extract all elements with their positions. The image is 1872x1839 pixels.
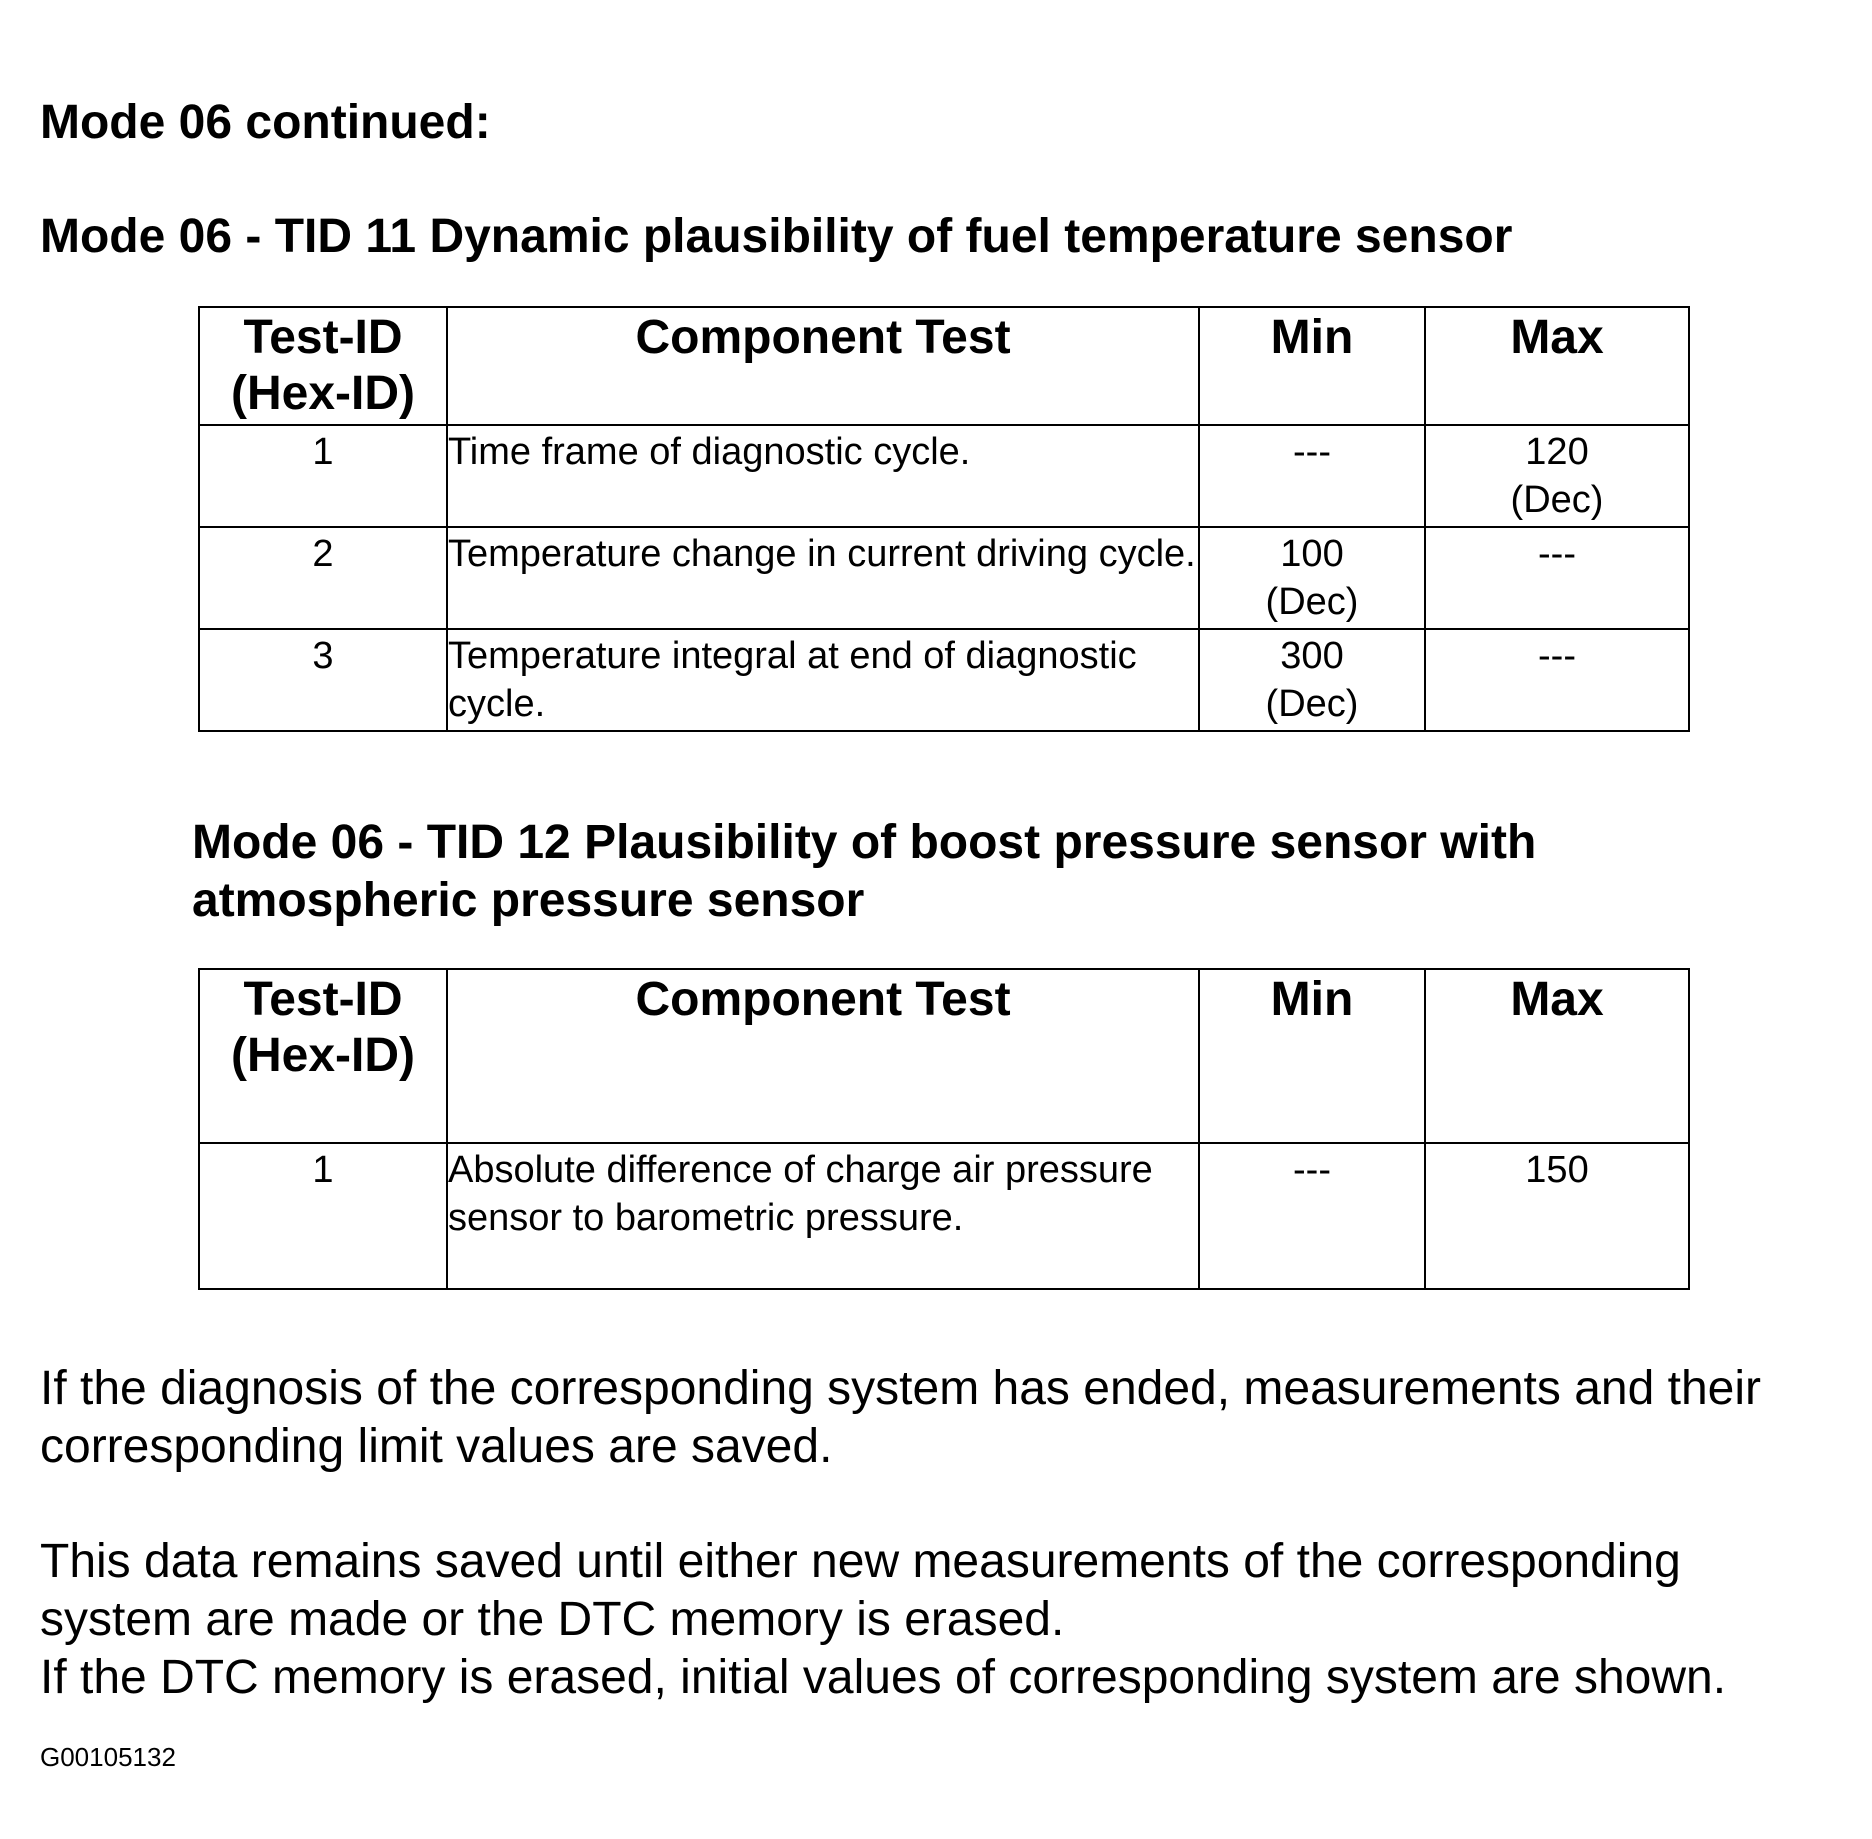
document-code: G00105132 xyxy=(40,1742,176,1772)
header-test-id-line1: Test-ID xyxy=(243,311,403,364)
paragraph-data-retention-line1: This data remains saved until either new measurements of the corresponding system are made or the DTC memory is erased. xyxy=(40,1535,1681,1646)
header-test-id-line1: Test-ID xyxy=(243,973,403,1026)
cell-test-id: 1 xyxy=(199,425,447,527)
header-component-test: Component Test xyxy=(447,969,1199,1143)
table-row xyxy=(199,1143,1689,1289)
cell-component-test: Absolute difference of charge air pressure sensor to barometric pressure. xyxy=(447,1143,1199,1289)
table-row xyxy=(199,527,1689,629)
cell-test-id: 2 xyxy=(199,527,447,629)
paragraph-data-retention-line2: If the DTC memory is erased, initial values of corresponding system are shown. xyxy=(40,1651,1727,1704)
header-min: Min xyxy=(1199,969,1425,1143)
table-header-row xyxy=(199,969,1689,1143)
header-max: Max xyxy=(1425,969,1689,1143)
header-min: Min xyxy=(1199,307,1425,425)
cell-component-test: Temperature change in current driving cycle. xyxy=(447,527,1199,629)
cell-max-value: 120 xyxy=(1525,431,1589,473)
paragraph-data-retention xyxy=(40,1533,1840,1707)
table-row xyxy=(199,425,1689,527)
cell-component-test: Temperature integral at end of diagnostic cycle. xyxy=(447,629,1199,731)
table-row xyxy=(199,629,1689,731)
cell-max: 150 xyxy=(1425,1143,1689,1289)
cell-min xyxy=(1199,425,1425,527)
cell-max-unit: (Dec) xyxy=(1510,479,1604,521)
cell-min-value: 300 xyxy=(1280,635,1344,677)
section-heading-tid12: Mode 06 - TID 12 Plausibility of boost pressure sensor with atmospheric pressure sensor xyxy=(192,816,1537,927)
page-heading-continued: Mode 06 continued: xyxy=(40,96,491,149)
cell-min xyxy=(1199,527,1425,629)
header-test-id-line2: (Hex-ID) xyxy=(230,367,415,420)
cell-component-test: Time frame of diagnostic cycle. xyxy=(447,425,1199,527)
cell-min-unit: (Dec) xyxy=(1265,581,1359,623)
cell-max xyxy=(1425,425,1689,527)
cell-test-id: 3 xyxy=(199,629,447,731)
cell-max xyxy=(1425,527,1689,629)
cell-min-value: 100 xyxy=(1280,533,1344,575)
tid11-table xyxy=(198,306,1690,732)
cell-min-value: --- xyxy=(1293,431,1331,473)
cell-min: --- xyxy=(1199,1143,1425,1289)
header-test-id xyxy=(199,969,447,1143)
header-component-test: Component Test xyxy=(447,307,1199,425)
section-heading-tid11: Mode 06 - TID 11 Dynamic plausibility of fuel temperature sensor xyxy=(40,210,1513,263)
cell-min-unit: (Dec) xyxy=(1265,683,1359,725)
cell-max-value: --- xyxy=(1538,533,1576,575)
cell-max xyxy=(1425,629,1689,731)
table-header-row xyxy=(199,307,1689,425)
header-max: Max xyxy=(1425,307,1689,425)
paragraph-saved-values: If the diagnosis of the corresponding system has ended, measurements and their corresponding limit values are saved. xyxy=(40,1362,1761,1473)
cell-test-id: 1 xyxy=(199,1143,447,1289)
cell-max-value: --- xyxy=(1538,635,1576,677)
header-test-id-line2: (Hex-ID) xyxy=(230,1029,415,1082)
header-test-id xyxy=(199,307,447,425)
tid12-table xyxy=(198,968,1690,1290)
cell-min xyxy=(1199,629,1425,731)
